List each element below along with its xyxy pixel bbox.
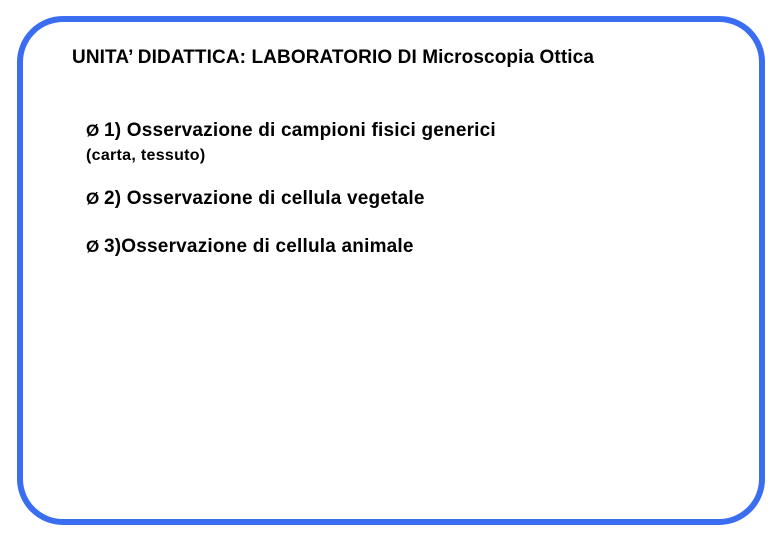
arrow-bullet-icon: Ø [86,189,100,208]
list-item [86,236,414,258]
arrow-bullet-icon: Ø [86,237,100,256]
slide-frame-border [17,16,765,525]
list-item [86,188,425,210]
list-item [86,120,496,142]
list-item-text: 1) Osservazione di campioni fisici generici [104,120,496,141]
list-item-text: 2) Osservazione di cellula vegetale [104,188,425,209]
list-item-text: 3)Osservazione di cellula animale [104,236,414,257]
list-item-detail: (carta, tessuto) [86,147,206,164]
slide-title: UNITA’ DIDATTICA: LABORATORIO DI Microscopia Ottica [72,47,594,68]
arrow-bullet-icon: Ø [86,121,100,140]
